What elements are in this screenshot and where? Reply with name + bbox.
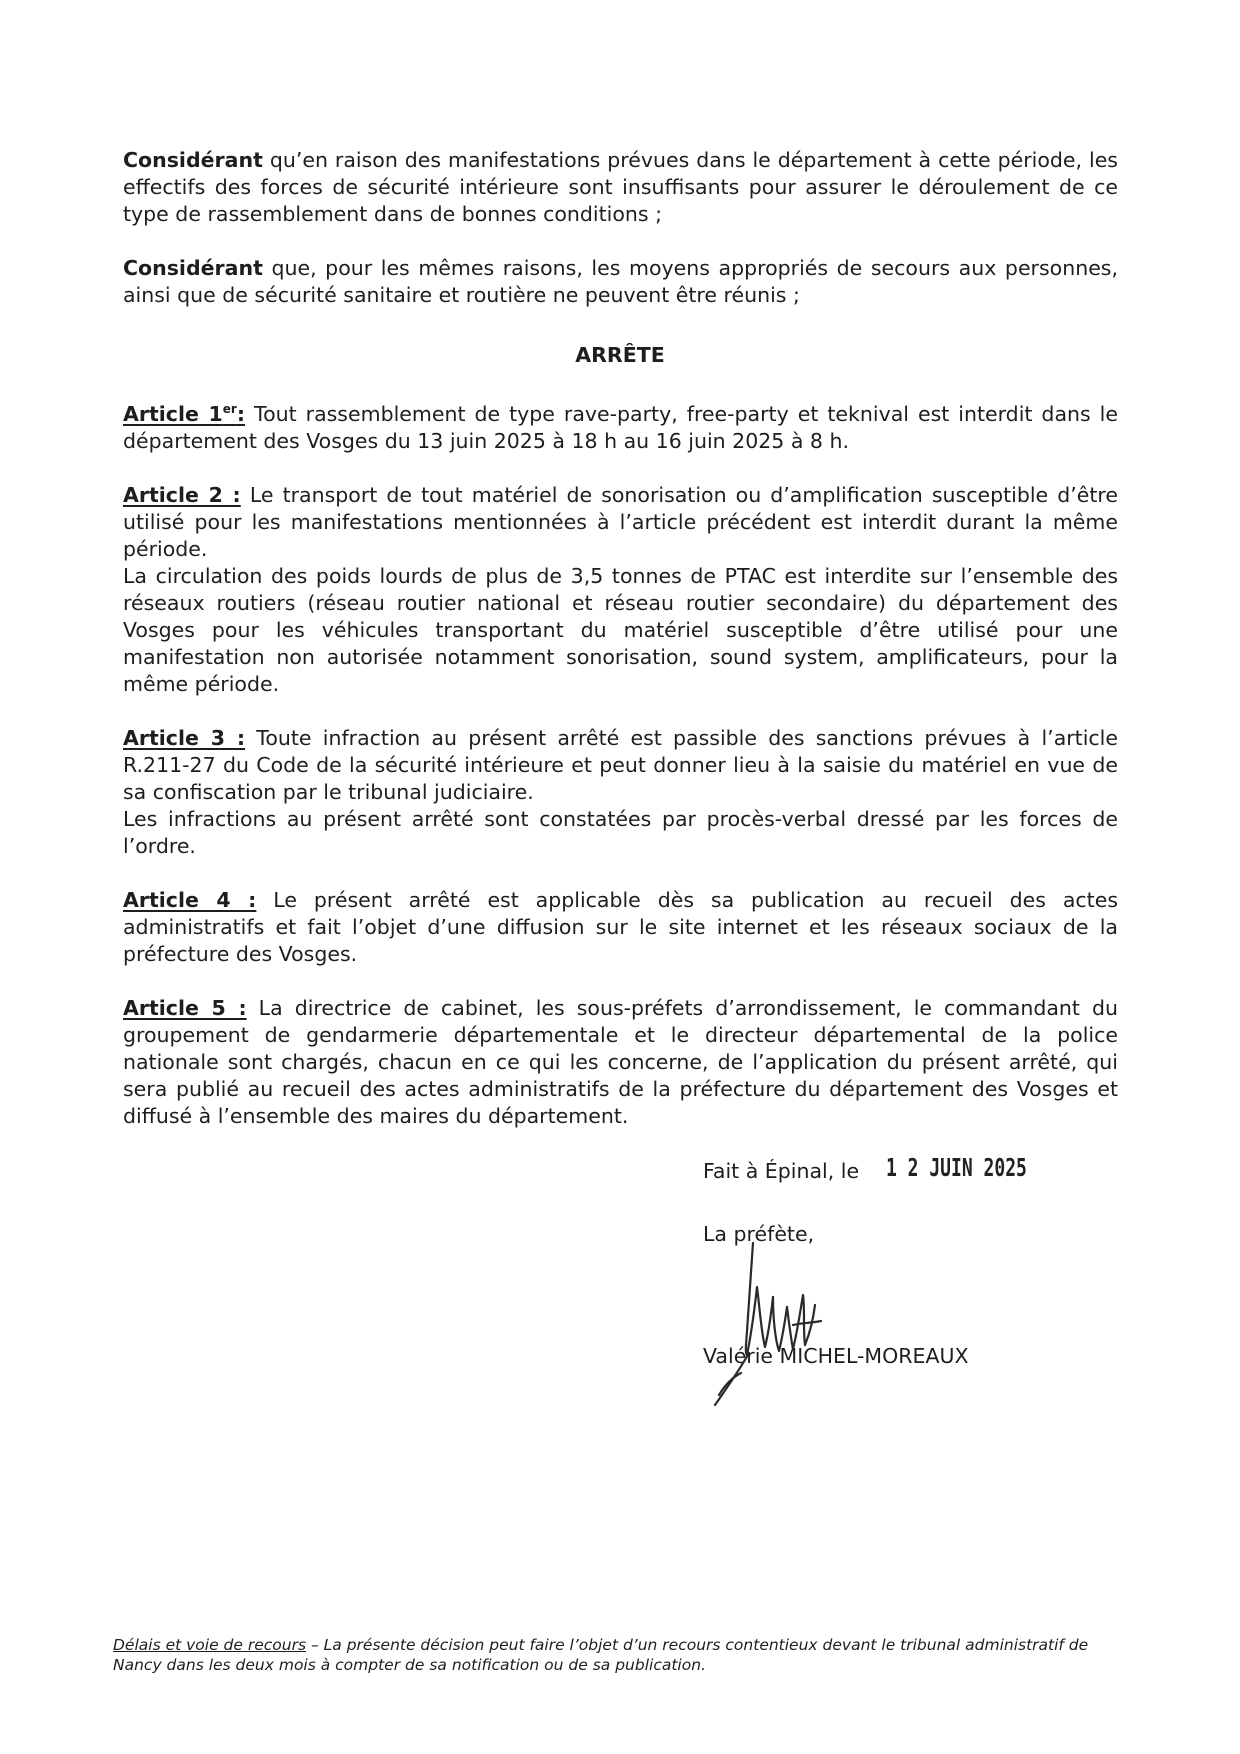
considerant-lead: Considérant	[123, 148, 263, 172]
article-label: Article 4 :	[123, 887, 257, 912]
date-stamp: 1 2 JUIN 2025	[886, 1153, 1027, 1182]
considerant-paragraph	[123, 255, 1118, 309]
article-1	[123, 396, 1118, 455]
article-label: Article 2 :	[123, 482, 241, 507]
article-text: Le présent arrêté est applicable dès sa publication au recueil des actes administratifs et fait l’objet d’une diffusion sur le site internet et les réseaux sociaux de la préfecture des Vosges.	[123, 887, 1118, 966]
article-label: Article 1er:	[123, 401, 246, 426]
decree-heading: ARRÊTE	[575, 343, 665, 367]
considerants-section	[123, 147, 1118, 309]
considerant-text: que, pour les mêmes raisons, les moyens appropriés de secours aux personnes, ainsi que de sécurité sanitaire et routière ne peuvent être réunis ;	[123, 256, 1118, 307]
articles-section	[123, 396, 1118, 1130]
considerant-text: qu’en raison des manifestations prévues dans le département à cette période, les effectifs des forces de sécurité intérieure sont insuffisants pour assurer le déroulement de ce type de rassemblement dans de bonnes conditions ;	[123, 148, 1118, 226]
considerant-paragraph	[123, 147, 1118, 228]
appeal-notice-text: – La présente décision peut faire l’objet d’un recours contentieux devant le tribunal administratif de Nancy dans les deux mois à compter de sa notification ou de sa publication.	[113, 1636, 1089, 1674]
appeal-notice	[113, 1635, 1118, 1675]
article-2-paragraph: La circulation des poids lourds de plus de 3,5 tonnes de PTAC est interdite sur l’ensemble des réseaux routiers (réseau routier national et réseau routier secondaire) du département des Vosges pour les véhicules transportant du matériel susceptible d’être utilisé pour une manifestation non autorisée notamment sonorisation, sound system, amplificateurs, pour la même période.	[123, 563, 1118, 696]
date-line	[703, 1153, 1123, 1198]
article-5	[123, 995, 1118, 1130]
article-label: Article 3 :	[123, 725, 246, 750]
appeal-notice-label: Délais et voie de recours	[113, 1636, 307, 1654]
article-text: Toute infraction au présent arrêté est passible des sanctions prévues à l’article R.211-27 du Code de la sécurité intérieure et peut donner lieu à la saisie du matériel en vue de sa confiscation par le tribunal judiciaire.	[123, 725, 1118, 804]
article-4	[123, 887, 1118, 968]
signatory-name: Valérie MICHEL-MOREAUX	[703, 1344, 969, 1368]
place-text: Fait à Épinal, le	[703, 1159, 860, 1183]
signatory-role: La préfète,	[703, 1222, 815, 1246]
article-label: Article 5 :	[123, 995, 247, 1020]
article-2	[123, 482, 1118, 563]
handwritten-signature-icon	[685, 1235, 865, 1415]
article-3	[123, 725, 1118, 806]
article-text: La directrice de cabinet, les sous-préfets d’arrondissement, le commandant du groupement de gendarmerie départementale et le directeur départemental de la police nationale sont chargés, chacun en ce qui les concerne, de l’application du présent arrêté, qui sera publié au recueil des actes administratifs de la préfecture du département des Vosges et diffusé à l’ensemble des maires du département.	[123, 995, 1118, 1128]
signature-block	[703, 1153, 1123, 1368]
article-text: Tout rassemblement de type rave-party, free-party et teknival est interdit dans le département des Vosges du 13 juin 2025 à 18 h au 16 juin 2025 à 8 h.	[123, 401, 1118, 453]
considerant-lead: Considérant	[123, 256, 263, 280]
article-3-paragraph: Les infractions au présent arrêté sont constatées par procès-verbal dressé par les forces de l’ordre.	[123, 806, 1118, 858]
article-text: Le transport de tout matériel de sonorisation ou d’amplification susceptible d’être utilisé pour les manifestations mentionnées à l’article précédent est interdit durant la même période.	[123, 482, 1118, 561]
